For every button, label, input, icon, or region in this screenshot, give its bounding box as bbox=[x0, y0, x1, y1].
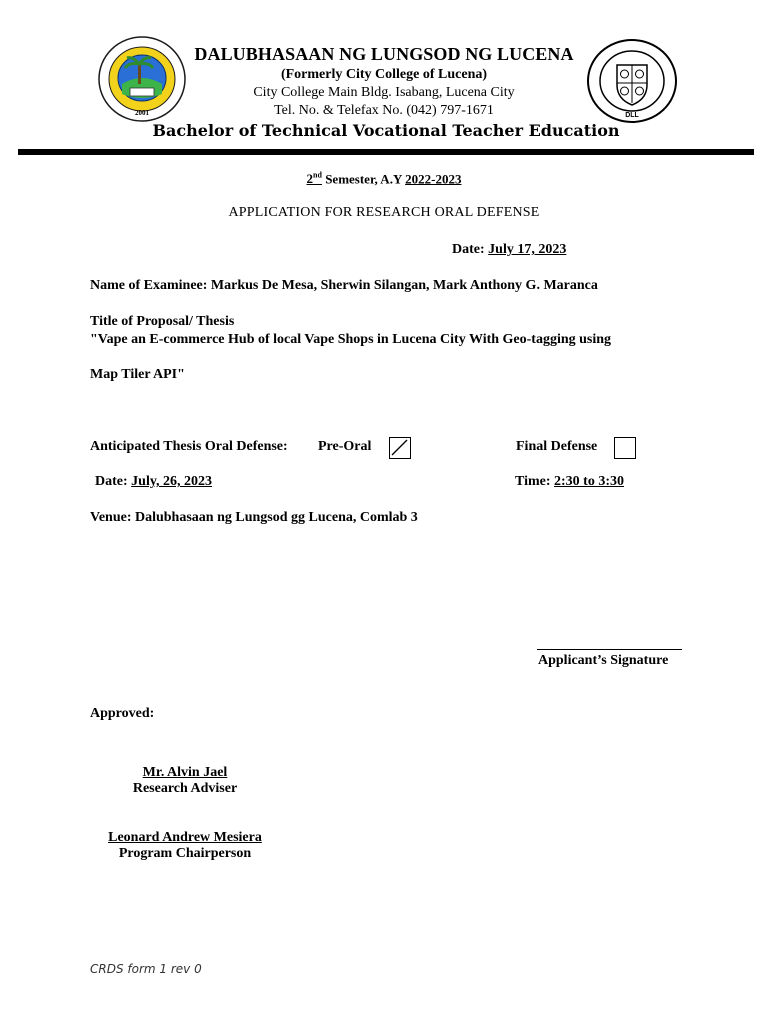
application-date: Date: July 17, 2023 bbox=[452, 242, 567, 257]
defense-date-value: July, 26, 2023 bbox=[131, 474, 213, 489]
final-defense-label: Final Defense bbox=[516, 439, 598, 454]
college-seal-logo bbox=[98, 36, 186, 122]
program-name: Bachelor of Technical Vocational Teacher Education bbox=[152, 121, 620, 140]
defense-time: Time: 2:30 to 3:30 bbox=[515, 474, 625, 489]
left-seal-year: 2001 bbox=[135, 109, 149, 117]
defense-date: Date: July, 26, 2023 bbox=[95, 474, 213, 489]
signature-line bbox=[537, 649, 682, 650]
examinee-names: Name of Examinee: Markus De Mesa, Sherwin Silangan, Mark Anthony G. Maranca bbox=[90, 278, 598, 293]
approved-label: Approved: bbox=[90, 706, 155, 721]
pre-oral-label: Pre-Oral bbox=[318, 439, 372, 454]
approver-adviser bbox=[95, 765, 275, 797]
defense-time-value: 2:30 to 3:30 bbox=[554, 474, 625, 489]
institution-name: DALUBHASAAN NG LUNGSOD NG LUCENA bbox=[194, 44, 574, 64]
adviser-name: Mr. Alvin Jael bbox=[142, 765, 228, 780]
institution-address: City College Main Bldg. Isabang, Lucena City bbox=[253, 85, 515, 100]
application-date-value: July 17, 2023 bbox=[488, 242, 567, 257]
semester-ordinal: 2nd bbox=[306, 171, 322, 187]
venue: Venue: Dalubhasaan ng Lungsod gg Lucena, Comlab 3 bbox=[90, 510, 418, 525]
chairperson-name: Leonard Andrew Mesiera bbox=[108, 830, 262, 845]
institution-former-name: (Formerly City College of Lucena) bbox=[280, 67, 488, 82]
approver-chairperson bbox=[95, 830, 275, 862]
chairperson-role: Program Chairperson bbox=[118, 846, 252, 861]
final-defense-checkbox[interactable] bbox=[614, 437, 636, 459]
form-title: APPLICATION FOR RESEARCH ORAL DEFENSE bbox=[228, 205, 540, 220]
adviser-role: Research Adviser bbox=[132, 781, 238, 796]
proposal-title-line1: "Vape an E-commerce Hub of local Vape Shops in Lucena City With Geo-tagging using bbox=[90, 332, 612, 347]
form-code-footer: CRDS form 1 rev 0 bbox=[90, 962, 202, 976]
defense-label: Anticipated Thesis Oral Defense: bbox=[90, 439, 288, 454]
pre-oral-checkbox[interactable] bbox=[389, 437, 411, 459]
check-slash-icon bbox=[390, 438, 409, 457]
applicant-signature-label: Applicant’s Signature bbox=[538, 653, 669, 668]
right-seal-abbr: DLL bbox=[625, 112, 639, 119]
proposal-title-line2: Map Tiler API" bbox=[90, 367, 185, 382]
semester-line bbox=[0, 171, 768, 187]
proposal-label: Title of Proposal/ Thesis bbox=[90, 314, 235, 329]
institution-telephone: Tel. No. & Telefax No. (042) 797-1671 bbox=[274, 103, 494, 118]
semester-label: Semester, A.Y bbox=[321, 171, 406, 187]
header-divider bbox=[18, 149, 754, 155]
academic-year: 2022-2023 bbox=[405, 171, 462, 187]
research-services-seal-logo bbox=[587, 39, 677, 123]
